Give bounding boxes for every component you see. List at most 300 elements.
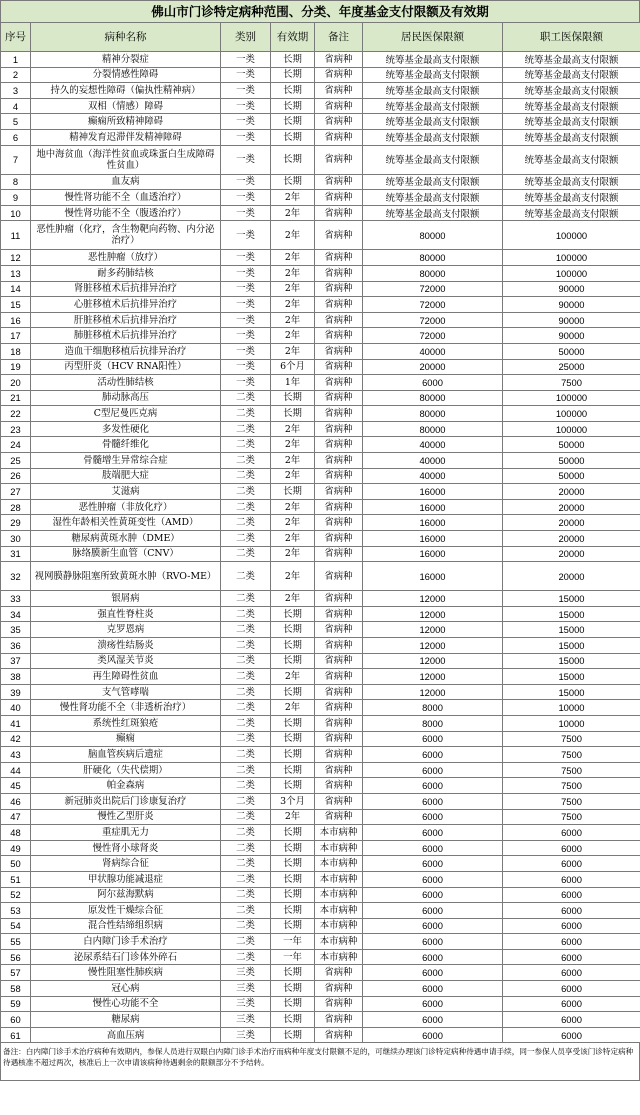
cell-disease-name: 银屑病 — [31, 591, 221, 607]
cell-category: 二类 — [221, 421, 271, 437]
cell-remark: 省病种 — [315, 778, 363, 794]
cell-remark: 省病种 — [315, 265, 363, 281]
cell-resident-limit: 统筹基金最高支付限额 — [363, 174, 503, 190]
cell-validity: 2年 — [271, 205, 315, 221]
cell-disease-name: 恶性肿瘤（非放化疗） — [31, 499, 221, 515]
table-row — [1, 221, 640, 250]
cell-resident-limit: 6000 — [363, 747, 503, 763]
cell-remark: 省病种 — [315, 731, 363, 747]
cell-category: 一类 — [221, 297, 271, 313]
cell-employee-limit: 6000 — [503, 949, 640, 965]
cell-remark: 省病种 — [315, 190, 363, 206]
cell-validity: 2年 — [271, 328, 315, 344]
cell-disease-name: 支气管哮喘 — [31, 684, 221, 700]
cell-remark: 省病种 — [315, 499, 363, 515]
cell-employee-limit: 统筹基金最高支付限额 — [503, 145, 640, 174]
cell-category: 二类 — [221, 499, 271, 515]
cell-resident-limit: 8000 — [363, 700, 503, 716]
cell-no: 18 — [1, 343, 31, 359]
cell-disease-name: 湿性年龄相关性黄斑变性（AMD） — [31, 515, 221, 531]
table-row — [1, 98, 640, 114]
cell-no: 49 — [1, 840, 31, 856]
cell-disease-name: 肝硬化（失代偿期） — [31, 762, 221, 778]
cell-employee-limit: 100000 — [503, 421, 640, 437]
cell-no: 61 — [1, 1027, 31, 1043]
cell-employee-limit: 6000 — [503, 996, 640, 1012]
cell-no: 32 — [1, 562, 31, 591]
cell-employee-limit: 10000 — [503, 700, 640, 716]
cell-no: 7 — [1, 145, 31, 174]
cell-employee-limit: 100000 — [503, 406, 640, 422]
cell-no: 8 — [1, 174, 31, 190]
cell-no: 30 — [1, 531, 31, 547]
cell-category: 一类 — [221, 281, 271, 297]
cell-no: 51 — [1, 871, 31, 887]
table-row — [1, 114, 640, 130]
table-row — [1, 83, 640, 99]
header-no: 序号 — [1, 23, 31, 52]
cell-validity: 2年 — [271, 421, 315, 437]
cell-remark: 省病种 — [315, 484, 363, 500]
table-row — [1, 250, 640, 266]
disease-table — [0, 22, 640, 1043]
cell-remark: 本市病种 — [315, 903, 363, 919]
cell-no: 57 — [1, 965, 31, 981]
cell-no: 48 — [1, 825, 31, 841]
cell-disease-name: 癫痫 — [31, 731, 221, 747]
cell-category: 二类 — [221, 918, 271, 934]
table-row — [1, 747, 640, 763]
cell-resident-limit: 6000 — [363, 793, 503, 809]
cell-no: 39 — [1, 684, 31, 700]
cell-disease-name: 持久的妄想性障碍（偏执性精神病） — [31, 83, 221, 99]
cell-employee-limit: 90000 — [503, 328, 640, 344]
cell-validity: 长期 — [271, 653, 315, 669]
table-row — [1, 965, 640, 981]
table-row — [1, 934, 640, 950]
cell-resident-limit: 统筹基金最高支付限额 — [363, 145, 503, 174]
cell-employee-limit: 20000 — [503, 546, 640, 562]
cell-employee-limit: 统筹基金最高支付限额 — [503, 67, 640, 83]
cell-category: 二类 — [221, 762, 271, 778]
cell-no: 34 — [1, 606, 31, 622]
cell-resident-limit: 6000 — [363, 1012, 503, 1028]
cell-category: 二类 — [221, 468, 271, 484]
table-row — [1, 453, 640, 469]
cell-resident-limit: 20000 — [363, 359, 503, 375]
cell-disease-name: 肾脏移植术后抗排异治疗 — [31, 281, 221, 297]
table-row — [1, 129, 640, 145]
cell-no: 47 — [1, 809, 31, 825]
cell-employee-limit: 统筹基金最高支付限额 — [503, 190, 640, 206]
cell-remark: 本市病种 — [315, 856, 363, 872]
cell-no: 20 — [1, 375, 31, 391]
cell-category: 二类 — [221, 887, 271, 903]
cell-resident-limit: 80000 — [363, 421, 503, 437]
cell-disease-name: 地中海贫血（海洋性贫血或珠蛋白生成障碍性贫血） — [31, 145, 221, 174]
cell-resident-limit: 6000 — [363, 731, 503, 747]
cell-remark: 省病种 — [315, 312, 363, 328]
cell-no: 36 — [1, 638, 31, 654]
cell-disease-name: 脑血管疾病后遗症 — [31, 747, 221, 763]
cell-category: 二类 — [221, 638, 271, 654]
cell-resident-limit: 6000 — [363, 375, 503, 391]
cell-validity: 长期 — [271, 871, 315, 887]
cell-employee-limit: 7500 — [503, 762, 640, 778]
cell-disease-name: 混合性结缔组织病 — [31, 918, 221, 934]
cell-employee-limit: 6000 — [503, 903, 640, 919]
cell-resident-limit: 6000 — [363, 778, 503, 794]
cell-category: 二类 — [221, 715, 271, 731]
cell-employee-limit: 7500 — [503, 809, 640, 825]
cell-employee-limit: 6000 — [503, 825, 640, 841]
cell-category: 二类 — [221, 531, 271, 547]
cell-category: 一类 — [221, 145, 271, 174]
cell-disease-name: 精神分裂症 — [31, 52, 221, 68]
table-row — [1, 809, 640, 825]
cell-validity: 2年 — [271, 499, 315, 515]
cell-no: 31 — [1, 546, 31, 562]
table-row — [1, 622, 640, 638]
table-row — [1, 606, 640, 622]
cell-remark: 省病种 — [315, 145, 363, 174]
cell-remark: 省病种 — [315, 390, 363, 406]
cell-employee-limit: 统筹基金最高支付限额 — [503, 129, 640, 145]
cell-disease-name: 脉络膜新生血管（CNV） — [31, 546, 221, 562]
table-row — [1, 825, 640, 841]
cell-employee-limit: 7500 — [503, 375, 640, 391]
cell-validity: 3个月 — [271, 793, 315, 809]
cell-resident-limit: 统筹基金最高支付限额 — [363, 190, 503, 206]
table-row — [1, 731, 640, 747]
cell-remark: 省病种 — [315, 562, 363, 591]
cell-remark: 省病种 — [315, 669, 363, 685]
cell-validity: 2年 — [271, 531, 315, 547]
table-row — [1, 778, 640, 794]
cell-no: 50 — [1, 856, 31, 872]
cell-no: 3 — [1, 83, 31, 99]
cell-resident-limit: 80000 — [363, 221, 503, 250]
cell-employee-limit: 7500 — [503, 747, 640, 763]
cell-category: 二类 — [221, 437, 271, 453]
cell-validity: 2年 — [271, 700, 315, 716]
cell-resident-limit: 统筹基金最高支付限额 — [363, 98, 503, 114]
cell-validity: 2年 — [271, 437, 315, 453]
cell-category: 二类 — [221, 484, 271, 500]
cell-resident-limit: 统筹基金最高支付限额 — [363, 205, 503, 221]
cell-disease-name: 慢性肾小球肾炎 — [31, 840, 221, 856]
header-remark: 备注 — [315, 23, 363, 52]
cell-category: 二类 — [221, 840, 271, 856]
cell-validity: 一年 — [271, 949, 315, 965]
header-resident-limit: 居民医保限额 — [363, 23, 503, 52]
cell-disease-name: 双相（情感）障碍 — [31, 98, 221, 114]
cell-employee-limit: 15000 — [503, 653, 640, 669]
cell-category: 三类 — [221, 981, 271, 997]
cell-resident-limit: 16000 — [363, 546, 503, 562]
cell-disease-name: 白内障门诊手术治疗 — [31, 934, 221, 950]
cell-remark: 省病种 — [315, 205, 363, 221]
cell-no: 10 — [1, 205, 31, 221]
cell-category: 二类 — [221, 406, 271, 422]
cell-resident-limit: 6000 — [363, 918, 503, 934]
cell-no: 4 — [1, 98, 31, 114]
cell-remark: 本市病种 — [315, 949, 363, 965]
cell-category: 二类 — [221, 809, 271, 825]
document-title: 佛山市门诊特定病种范围、分类、年度基金支付限额及有效期 — [0, 0, 640, 22]
cell-resident-limit: 12000 — [363, 622, 503, 638]
table-row — [1, 793, 640, 809]
cell-resident-limit: 统筹基金最高支付限额 — [363, 52, 503, 68]
cell-remark: 本市病种 — [315, 934, 363, 950]
cell-resident-limit: 72000 — [363, 328, 503, 344]
cell-category: 一类 — [221, 312, 271, 328]
cell-employee-limit: 10000 — [503, 715, 640, 731]
cell-employee-limit: 15000 — [503, 684, 640, 700]
cell-validity: 2年 — [271, 453, 315, 469]
table-row — [1, 1012, 640, 1028]
cell-category: 一类 — [221, 250, 271, 266]
cell-employee-limit: 6000 — [503, 887, 640, 903]
table-row — [1, 67, 640, 83]
table-row — [1, 174, 640, 190]
cell-category: 二类 — [221, 825, 271, 841]
cell-no: 6 — [1, 129, 31, 145]
cell-category: 二类 — [221, 903, 271, 919]
cell-remark: 省病种 — [315, 747, 363, 763]
cell-validity: 长期 — [271, 918, 315, 934]
cell-remark: 省病种 — [315, 67, 363, 83]
cell-no: 41 — [1, 715, 31, 731]
cell-category: 二类 — [221, 949, 271, 965]
cell-no: 56 — [1, 949, 31, 965]
cell-category: 二类 — [221, 622, 271, 638]
cell-validity: 长期 — [271, 83, 315, 99]
cell-remark: 省病种 — [315, 343, 363, 359]
cell-disease-name: 新冠肺炎出院后门诊康复治疗 — [31, 793, 221, 809]
table-row — [1, 406, 640, 422]
table-row — [1, 297, 640, 313]
cell-employee-limit: 90000 — [503, 312, 640, 328]
cell-employee-limit: 6000 — [503, 934, 640, 950]
cell-employee-limit: 100000 — [503, 390, 640, 406]
cell-no: 44 — [1, 762, 31, 778]
cell-resident-limit: 6000 — [363, 996, 503, 1012]
cell-validity: 2年 — [271, 809, 315, 825]
cell-no: 15 — [1, 297, 31, 313]
cell-resident-limit: 6000 — [363, 1027, 503, 1043]
table-row — [1, 145, 640, 174]
cell-no: 16 — [1, 312, 31, 328]
cell-disease-name: 恶性肿瘤（放疗） — [31, 250, 221, 266]
cell-category: 一类 — [221, 67, 271, 83]
cell-disease-name: 慢性肾功能不全（非透析治疗） — [31, 700, 221, 716]
cell-remark: 省病种 — [315, 981, 363, 997]
cell-remark: 本市病种 — [315, 825, 363, 841]
cell-category: 一类 — [221, 205, 271, 221]
table-row — [1, 531, 640, 547]
cell-remark: 省病种 — [315, 653, 363, 669]
header-validity: 有效期 — [271, 23, 315, 52]
cell-remark: 省病种 — [315, 793, 363, 809]
cell-resident-limit: 16000 — [363, 515, 503, 531]
cell-remark: 省病种 — [315, 715, 363, 731]
cell-no: 21 — [1, 390, 31, 406]
cell-no: 12 — [1, 250, 31, 266]
cell-remark: 省病种 — [315, 52, 363, 68]
cell-disease-name: 系统性红斑狼疮 — [31, 715, 221, 731]
cell-category: 二类 — [221, 546, 271, 562]
cell-resident-limit: 80000 — [363, 406, 503, 422]
cell-disease-name: 分裂情感性障碍 — [31, 67, 221, 83]
cell-category: 一类 — [221, 114, 271, 130]
cell-resident-limit: 6000 — [363, 903, 503, 919]
cell-employee-limit: 6000 — [503, 981, 640, 997]
cell-disease-name: 造血干细胞移植后抗排异治疗 — [31, 343, 221, 359]
table-row — [1, 312, 640, 328]
cell-resident-limit: 统筹基金最高支付限额 — [363, 129, 503, 145]
cell-resident-limit: 80000 — [363, 265, 503, 281]
table-row — [1, 669, 640, 685]
cell-category: 一类 — [221, 83, 271, 99]
cell-no: 53 — [1, 903, 31, 919]
cell-resident-limit: 72000 — [363, 297, 503, 313]
cell-category: 一类 — [221, 98, 271, 114]
cell-no: 17 — [1, 328, 31, 344]
cell-no: 24 — [1, 437, 31, 453]
cell-no: 45 — [1, 778, 31, 794]
cell-category: 二类 — [221, 934, 271, 950]
cell-disease-name: 骨髓纤维化 — [31, 437, 221, 453]
cell-no: 38 — [1, 669, 31, 685]
table-row — [1, 856, 640, 872]
cell-remark: 省病种 — [315, 996, 363, 1012]
cell-no: 35 — [1, 622, 31, 638]
cell-category: 二类 — [221, 700, 271, 716]
table-row — [1, 653, 640, 669]
cell-no: 26 — [1, 468, 31, 484]
cell-validity: 长期 — [271, 981, 315, 997]
cell-validity: 长期 — [271, 606, 315, 622]
cell-no: 60 — [1, 1012, 31, 1028]
cell-resident-limit: 12000 — [363, 669, 503, 685]
cell-employee-limit: 20000 — [503, 531, 640, 547]
cell-disease-name: 耐多药肺结核 — [31, 265, 221, 281]
cell-disease-name: 帕金森病 — [31, 778, 221, 794]
cell-resident-limit: 6000 — [363, 965, 503, 981]
cell-no: 27 — [1, 484, 31, 500]
cell-category: 二类 — [221, 591, 271, 607]
cell-employee-limit: 50000 — [503, 437, 640, 453]
cell-category: 一类 — [221, 221, 271, 250]
footnote: 备注：白内障门诊手术治疗病种有效期内，参保人员进行双眼白内障门诊手术治疗而病种年度支付限额不足的，可继续办理该门诊特定病种待遇申请手续，同一参保人员享受该门诊特定病种待遇核准不超过两次，核准后上一次申请该病种待遇剩余的限额部分不予结转。 — [0, 1043, 640, 1081]
cell-validity: 2年 — [271, 515, 315, 531]
table-row — [1, 700, 640, 716]
cell-remark: 本市病种 — [315, 918, 363, 934]
cell-disease-name: 肝脏移植术后抗排异治疗 — [31, 312, 221, 328]
cell-validity: 长期 — [271, 406, 315, 422]
cell-employee-limit: 15000 — [503, 591, 640, 607]
cell-no: 22 — [1, 406, 31, 422]
cell-remark: 省病种 — [315, 531, 363, 547]
cell-employee-limit: 6000 — [503, 856, 640, 872]
cell-resident-limit: 40000 — [363, 453, 503, 469]
cell-remark: 省病种 — [315, 622, 363, 638]
table-row — [1, 328, 640, 344]
cell-no: 59 — [1, 996, 31, 1012]
cell-remark: 本市病种 — [315, 840, 363, 856]
cell-employee-limit: 90000 — [503, 297, 640, 313]
cell-no: 5 — [1, 114, 31, 130]
cell-resident-limit: 40000 — [363, 343, 503, 359]
cell-remark: 省病种 — [315, 606, 363, 622]
cell-employee-limit: 100000 — [503, 221, 640, 250]
table-row — [1, 546, 640, 562]
cell-no: 14 — [1, 281, 31, 297]
cell-resident-limit: 6000 — [363, 762, 503, 778]
cell-employee-limit: 50000 — [503, 468, 640, 484]
cell-remark: 省病种 — [315, 437, 363, 453]
cell-resident-limit: 6000 — [363, 825, 503, 841]
table-row — [1, 887, 640, 903]
cell-disease-name: 慢性肾功能不全（血透治疗） — [31, 190, 221, 206]
cell-validity: 长期 — [271, 840, 315, 856]
cell-resident-limit: 40000 — [363, 437, 503, 453]
cell-validity: 2年 — [271, 546, 315, 562]
cell-disease-name: 血友病 — [31, 174, 221, 190]
cell-validity: 2年 — [271, 562, 315, 591]
cell-disease-name: 慢性乙型肝炎 — [31, 809, 221, 825]
cell-no: 9 — [1, 190, 31, 206]
cell-disease-name: 原发性干燥综合征 — [31, 903, 221, 919]
cell-no: 13 — [1, 265, 31, 281]
cell-validity: 2年 — [271, 250, 315, 266]
cell-resident-limit: 6000 — [363, 809, 503, 825]
cell-disease-name: 类风湿关节炎 — [31, 653, 221, 669]
cell-validity: 2年 — [271, 281, 315, 297]
cell-no: 28 — [1, 499, 31, 515]
cell-validity: 长期 — [271, 67, 315, 83]
cell-category: 一类 — [221, 343, 271, 359]
cell-disease-name: 丙型肝炎（HCV RNA阳性） — [31, 359, 221, 375]
table-row — [1, 52, 640, 68]
cell-no: 2 — [1, 67, 31, 83]
cell-remark: 省病种 — [315, 468, 363, 484]
cell-disease-name: 冠心病 — [31, 981, 221, 997]
table-row — [1, 981, 640, 997]
cell-resident-limit: 6000 — [363, 934, 503, 950]
table-row — [1, 390, 640, 406]
cell-disease-name: 慢性阻塞性肺疾病 — [31, 965, 221, 981]
cell-resident-limit: 16000 — [363, 499, 503, 515]
cell-validity: 2年 — [271, 265, 315, 281]
cell-resident-limit: 6000 — [363, 871, 503, 887]
cell-resident-limit: 6000 — [363, 887, 503, 903]
cell-no: 43 — [1, 747, 31, 763]
cell-employee-limit: 20000 — [503, 484, 640, 500]
cell-no: 29 — [1, 515, 31, 531]
cell-category: 二类 — [221, 669, 271, 685]
cell-remark: 省病种 — [315, 221, 363, 250]
cell-disease-name: 恶性肿瘤（化疗，含生物靶向药物、内分泌治疗） — [31, 221, 221, 250]
cell-validity: 长期 — [271, 484, 315, 500]
cell-resident-limit: 6000 — [363, 840, 503, 856]
header-category: 类别 — [221, 23, 271, 52]
cell-category: 三类 — [221, 1012, 271, 1028]
cell-validity: 长期 — [271, 129, 315, 145]
cell-employee-limit: 6000 — [503, 871, 640, 887]
cell-disease-name: 再生障碍性贫血 — [31, 669, 221, 685]
